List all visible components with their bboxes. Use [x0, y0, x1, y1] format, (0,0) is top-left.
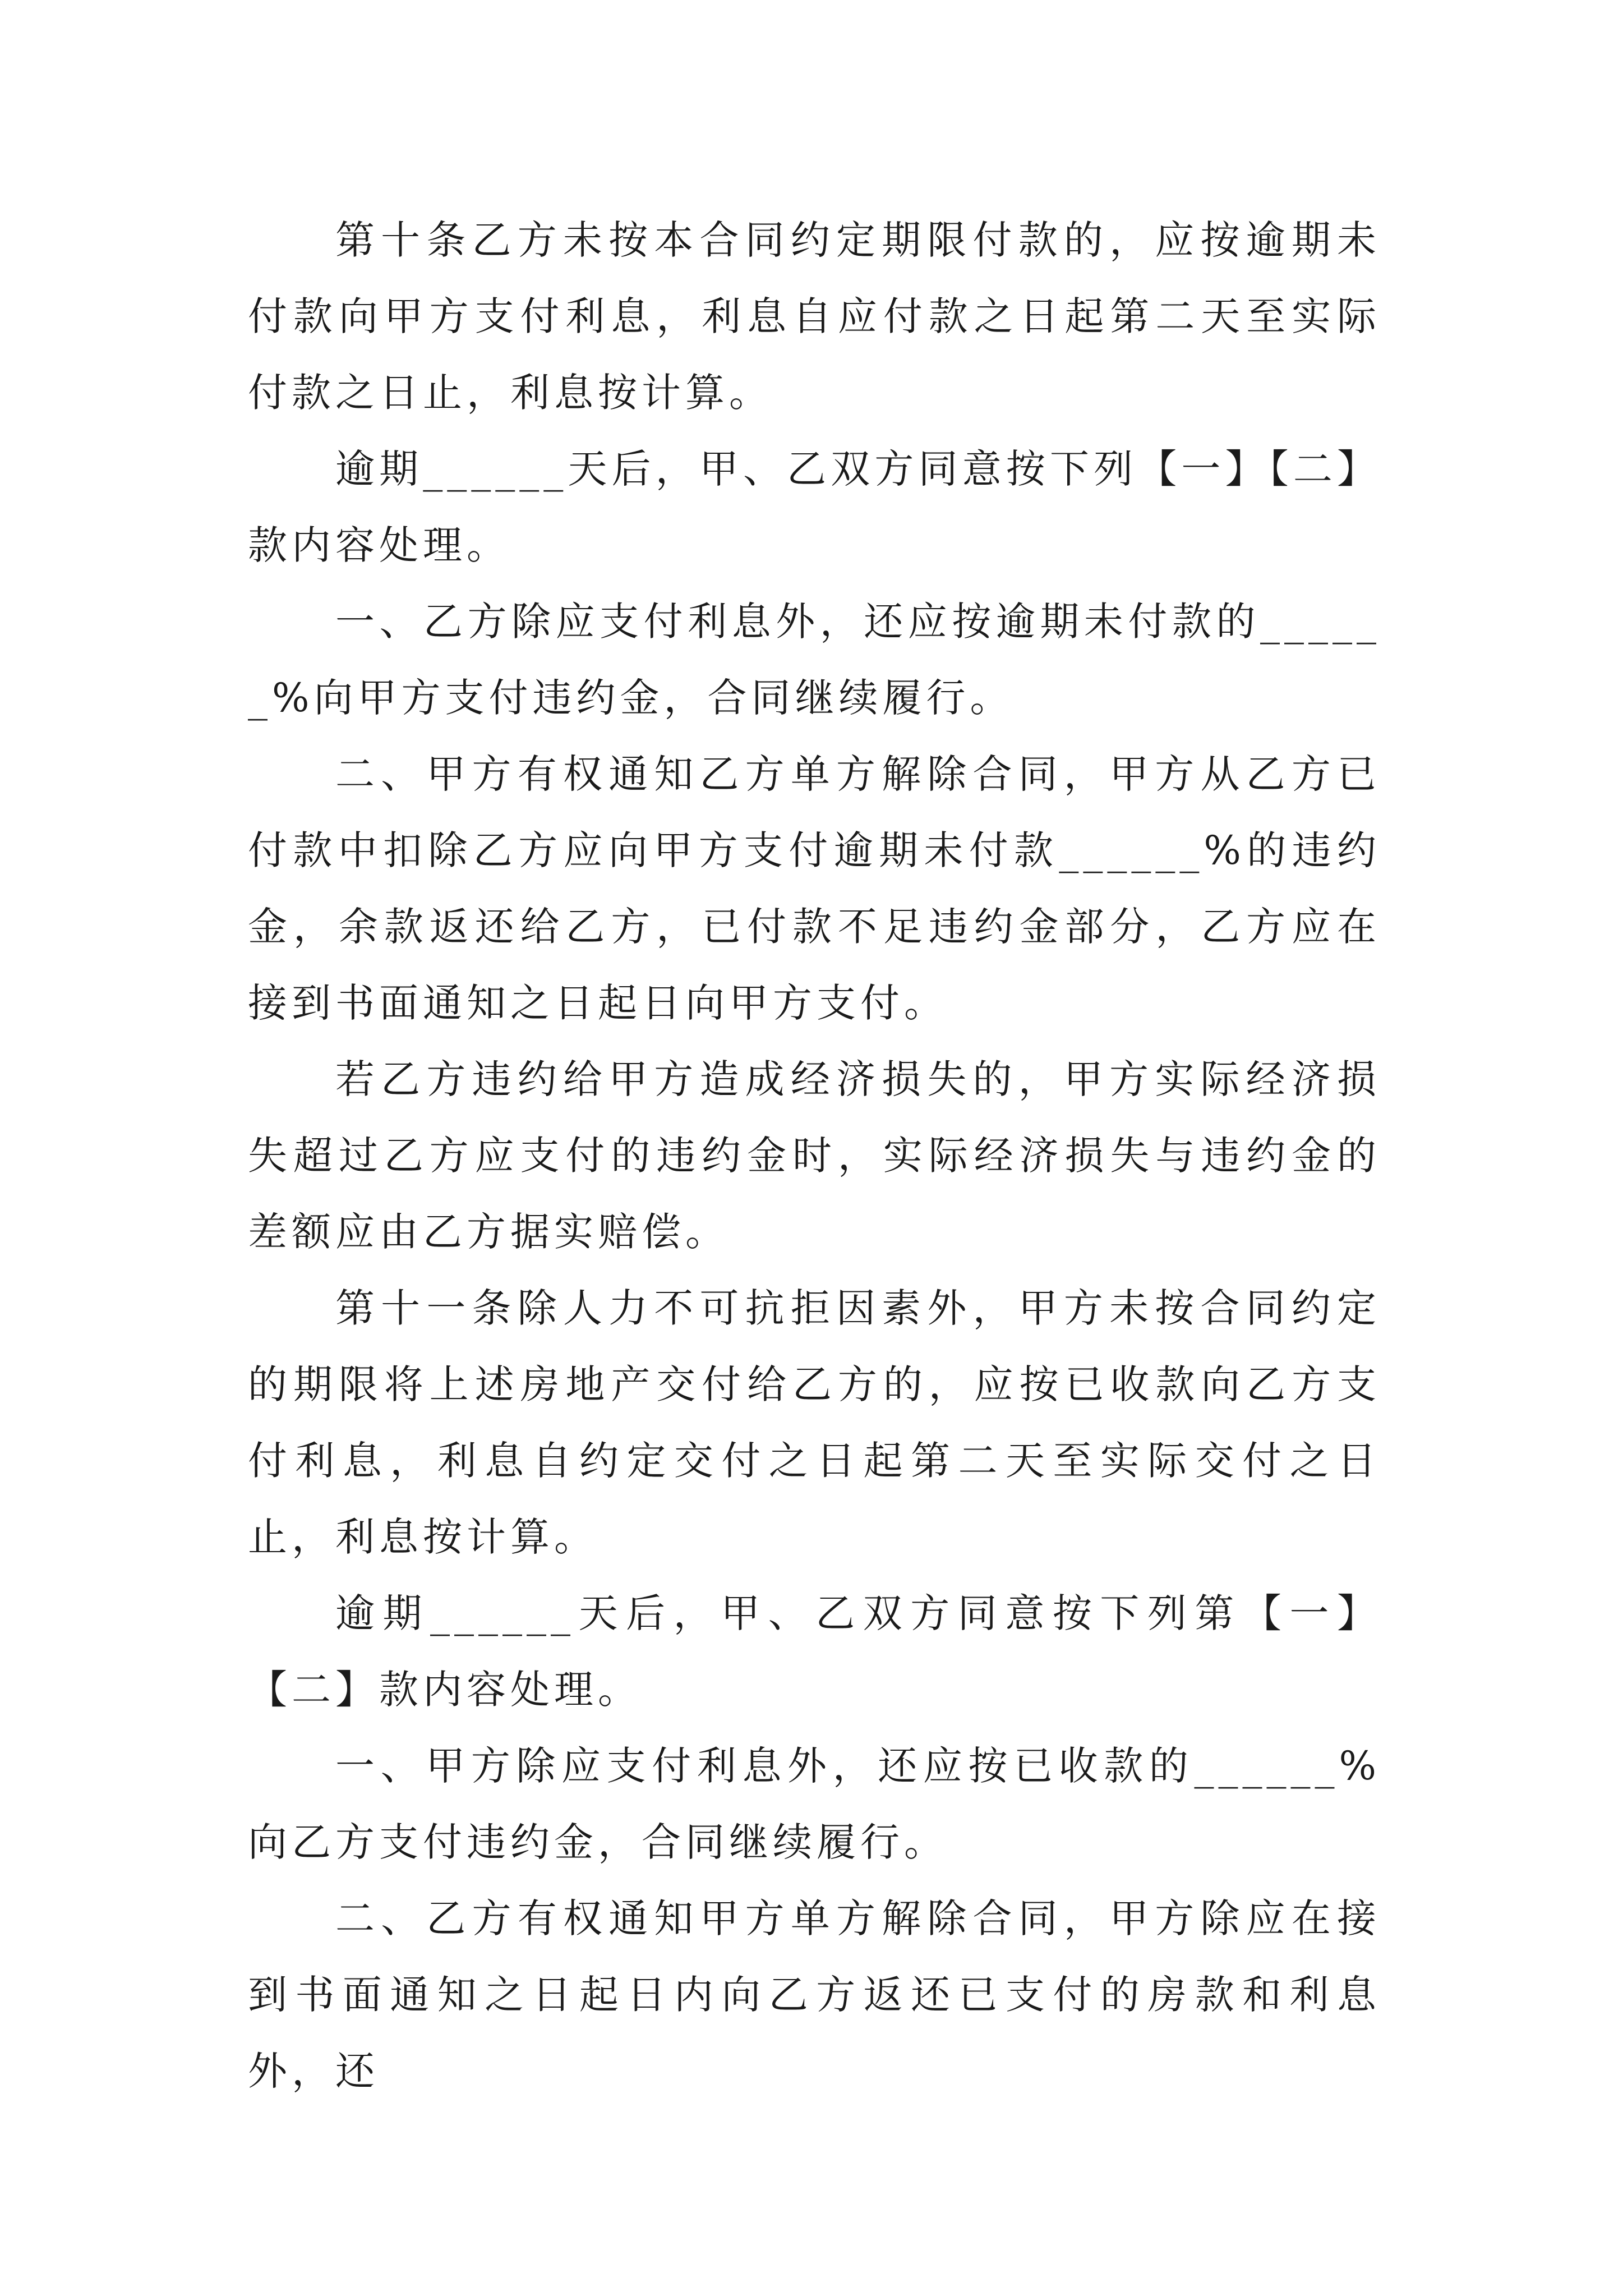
- paragraph-option-2-buyer: 二、甲方有权通知乙方单方解除合同，甲方从乙方已付款中扣除乙方应向甲方支付逾期未付款______%的违约金，余款返还给乙方，已付款不足违约金部分，乙方应在接到书面通知之日起日向甲方支付。: [248, 751, 1381, 1026]
- paragraph-overdue-days-buyer: 逾期______天后，甲、乙双方同意按下列【一】【二】款内容处理。: [248, 446, 1381, 568]
- paragraph-option-1-buyer: 一、乙方除应支付利息外，还应按逾期未付款的______%向甲方支付违约金，合同继续履行。: [248, 599, 1381, 721]
- document-body: [248, 202, 1381, 2109]
- paragraph-option-2-seller: 二、乙方有权通知甲方单方解除合同，甲方除应在接到书面通知之日起日内向乙方返还已支付的房款和利息外，还: [248, 1895, 1381, 2094]
- paragraph-article-11: 第十一条除人力不可抗拒因素外，甲方未按合同约定的期限将上述房地产交付给乙方的，应按已收款向乙方支付利息，利息自约定交付之日起第二天至实际交付之日止，利息按计算。: [248, 1285, 1381, 1560]
- paragraph-overdue-days-seller: 逾期______天后，甲、乙双方同意按下列第【一】【二】款内容处理。: [248, 1590, 1381, 1713]
- paragraph-article-10: 第十条乙方未按本合同约定期限付款的，应按逾期未付款向甲方支付利息，利息自应付款之日起第二天至实际付款之日止，利息按计算。: [248, 217, 1381, 416]
- paragraph-option-1-seller: 一、甲方除应支付利息外，还应按已收款的______%向乙方支付违约金，合同继续履行。: [248, 1743, 1381, 1865]
- paragraph-economic-loss: 若乙方违约给甲方造成经济损失的，甲方实际经济损失超过乙方应支付的违约金时，实际经济损失与违约金的差额应由乙方据实赔偿。: [248, 1056, 1381, 1255]
